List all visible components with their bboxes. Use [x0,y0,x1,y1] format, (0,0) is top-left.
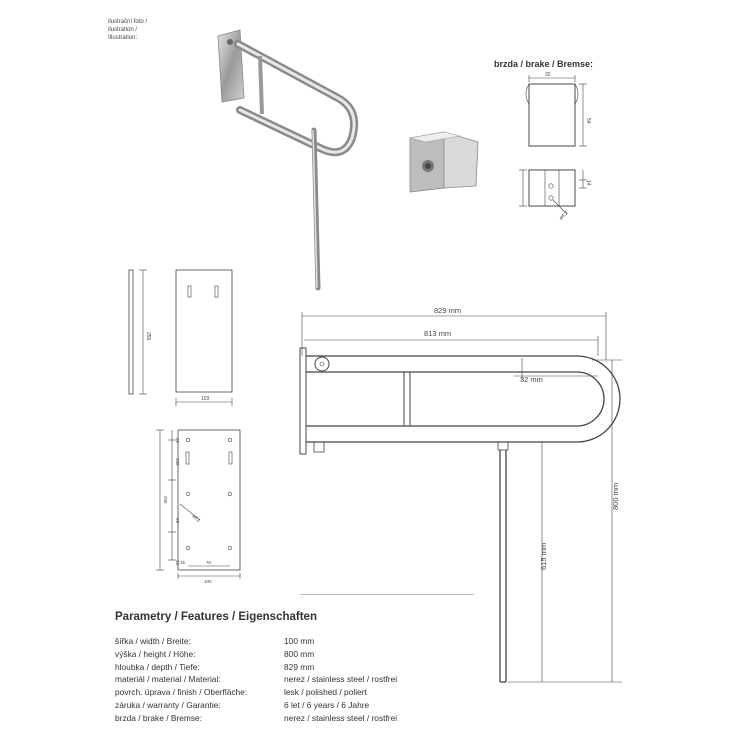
feature-row [115,636,315,649]
feature-row [115,648,315,662]
feature-row [115,712,398,726]
feature-label: šířka / width / Breite: [115,636,191,646]
front-plate-drawing [172,268,236,412]
feature-value: nerez / stainless steel / rostfrei [284,674,398,685]
feature-value: 800 mm [284,648,315,659]
backplate-bottom-label: 69 [175,518,180,524]
bar-outer-length-label: 829 mm [434,306,462,315]
back-plate-drawing [150,424,250,586]
grab-bar-drawing [292,300,622,690]
brake-drawing [515,70,615,230]
backplate-margin-label: 16 [175,560,180,566]
illustration-note-line: ilustration / [108,27,138,33]
backplate-total-label: 255 [163,496,168,504]
feature-label: výška / height / Höhe: [115,648,196,659]
brake-hole-label: ø4,2 [558,210,570,222]
backplate-width-label: 100 [204,579,212,584]
backplate-hole-diameter-label: ø6,5 [191,513,202,524]
bar-inner-length-label: 813 mm [424,329,452,338]
feature-label: záruka / warranty / Garantie: [115,699,221,710]
feature-label: povrch. úprava / finish / Oberfläche: [115,687,248,698]
side-profile-drawing [124,268,154,400]
feature-row [115,687,367,700]
divider [300,594,474,595]
feature-row [115,661,315,675]
backplate-top-label: 32 [175,438,180,444]
brake-small-label: 14 [585,180,591,186]
brake-title: brzda / brake / Bremse: [494,59,594,69]
brake-photo [404,130,484,195]
feature-label: materiál / material / Material: [115,674,221,685]
feature-value: 6 let / 6 years / 6 Jahre [284,699,370,710]
feature-value: lesk / polished / poliert [284,687,367,698]
features-title: Parametry / Features / Eigenschaften [115,611,317,623]
illustration-note [108,18,147,42]
bar-leg-label: 615 mm [539,542,548,570]
illustration-note-line: ilustrační foto / [108,19,148,25]
backplate-hole-gap-label: 108 [175,458,180,466]
plate-height-label: 255 [145,332,151,341]
grab-bar-photo [210,28,370,293]
bar-height-label: 800 mm [611,482,620,510]
bar-tube-label: 32 mm [520,375,543,384]
feature-label: brzda / brake / Bremse: [115,712,203,723]
backplate-hole-span-label: 70 [206,560,212,565]
feature-value: 829 mm [284,661,315,672]
feature-row [115,674,398,687]
feature-value: 100 mm [284,636,315,646]
feature-row [115,699,370,713]
feature-label: hloubka / depth / Tiefe: [115,661,200,672]
illustration-note-line: Illustration: [108,35,138,41]
feature-value: nerez / stainless steel / rostfrei [284,712,398,723]
plate-width-label: 103 [201,396,210,402]
brake-width-label: 32 [545,72,551,78]
backplate-hole-x-label: 15 [180,560,186,565]
brake-height-label: 54 [585,118,591,124]
features-list [115,636,398,726]
